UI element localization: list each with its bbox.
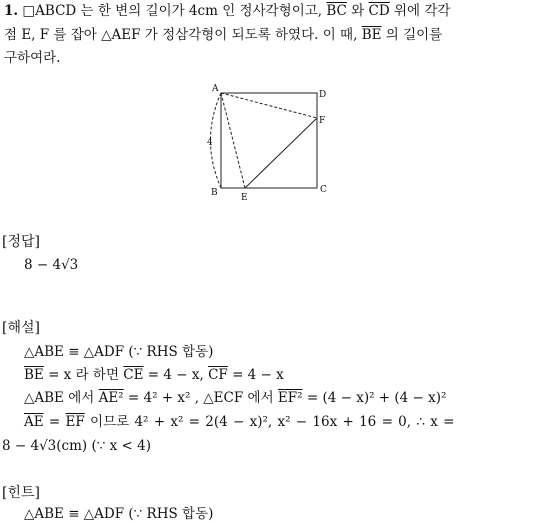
label-a: A bbox=[212, 84, 219, 94]
label-b: B bbox=[211, 188, 218, 198]
problem-text: 점 E, F 를 잡아 △AEF 가 정삼각형이 되도록 하였다. 이 때, bbox=[4, 27, 358, 43]
problem-number: 1. bbox=[4, 3, 19, 19]
segment-cd: $\overline{CD}$ bbox=[368, 3, 390, 19]
solution-heading: [해설] bbox=[2, 320, 40, 336]
solution-text: = (4 − x)² + (4 − x)² bbox=[306, 390, 447, 406]
segment-ce: $\overline{CE}$ bbox=[123, 367, 144, 383]
solution-line-1: △ABE ≡ △ADF (∵ RHS 합동) bbox=[24, 344, 214, 360]
label-c: C bbox=[320, 185, 327, 195]
label-d: D bbox=[319, 90, 327, 100]
solution-text: = 4² + x² , △ECF 에서 bbox=[127, 390, 274, 406]
solution-text: = 4 − x bbox=[232, 367, 284, 383]
problem-text: 위에 각각 bbox=[393, 3, 451, 19]
problem-line-3: 구하여라. bbox=[4, 50, 61, 66]
segment-af bbox=[221, 93, 317, 118]
label-e: E bbox=[241, 193, 248, 203]
label-f: F bbox=[319, 116, 326, 126]
segment-be: $\overline{BE}$ bbox=[361, 27, 382, 43]
solution-text: = x 라 하면 bbox=[48, 367, 119, 383]
solution-text: = 4 − x, bbox=[147, 367, 204, 383]
problem-text: 의 길이를 bbox=[385, 27, 443, 43]
segment-bc: $\overline{BC}$ bbox=[326, 3, 347, 19]
segment-ae-squared: AE² bbox=[98, 390, 124, 406]
solution-line-4 bbox=[24, 413, 454, 431]
segment-ae bbox=[221, 93, 245, 188]
solution-text: 이므로 4² + x² = 2(4 − x)², x² − 16x + 16 = 0, ∴ x = bbox=[90, 414, 455, 430]
segment-cf: $\overline{CF}$ bbox=[208, 367, 228, 383]
solution-line-2 bbox=[24, 366, 284, 384]
segment-ef-squared: EF² bbox=[277, 390, 303, 406]
hint-heading: [힌트] bbox=[2, 485, 40, 501]
square-abcd bbox=[221, 93, 317, 188]
segment-ae: $\overline{AE}$ bbox=[24, 414, 44, 430]
label-side-length: 4 bbox=[207, 138, 213, 148]
solution-text: = bbox=[48, 414, 61, 430]
segment-ef bbox=[245, 118, 317, 188]
answer-heading: [정답] bbox=[2, 234, 40, 250]
problem-text: □ABCD 는 한 변의 길이가 4cm 인 정사각형이고, bbox=[22, 3, 323, 19]
problem-text: 와 bbox=[351, 3, 365, 19]
segment-be: $\overline{BE}$ bbox=[24, 367, 44, 383]
solution-text: △ABE 에서 bbox=[24, 390, 95, 406]
hint-line-1: △ABE ≡ △ADF (∵ RHS 합동) bbox=[24, 506, 214, 522]
segment-ef: $\overline{EF}$ bbox=[65, 414, 85, 430]
answer-value: 8 − 4√3 bbox=[24, 257, 79, 273]
solution-line-3 bbox=[24, 389, 446, 407]
solution-line-5: 8 − 4√3(cm) (∵ x < 4) bbox=[2, 438, 151, 454]
